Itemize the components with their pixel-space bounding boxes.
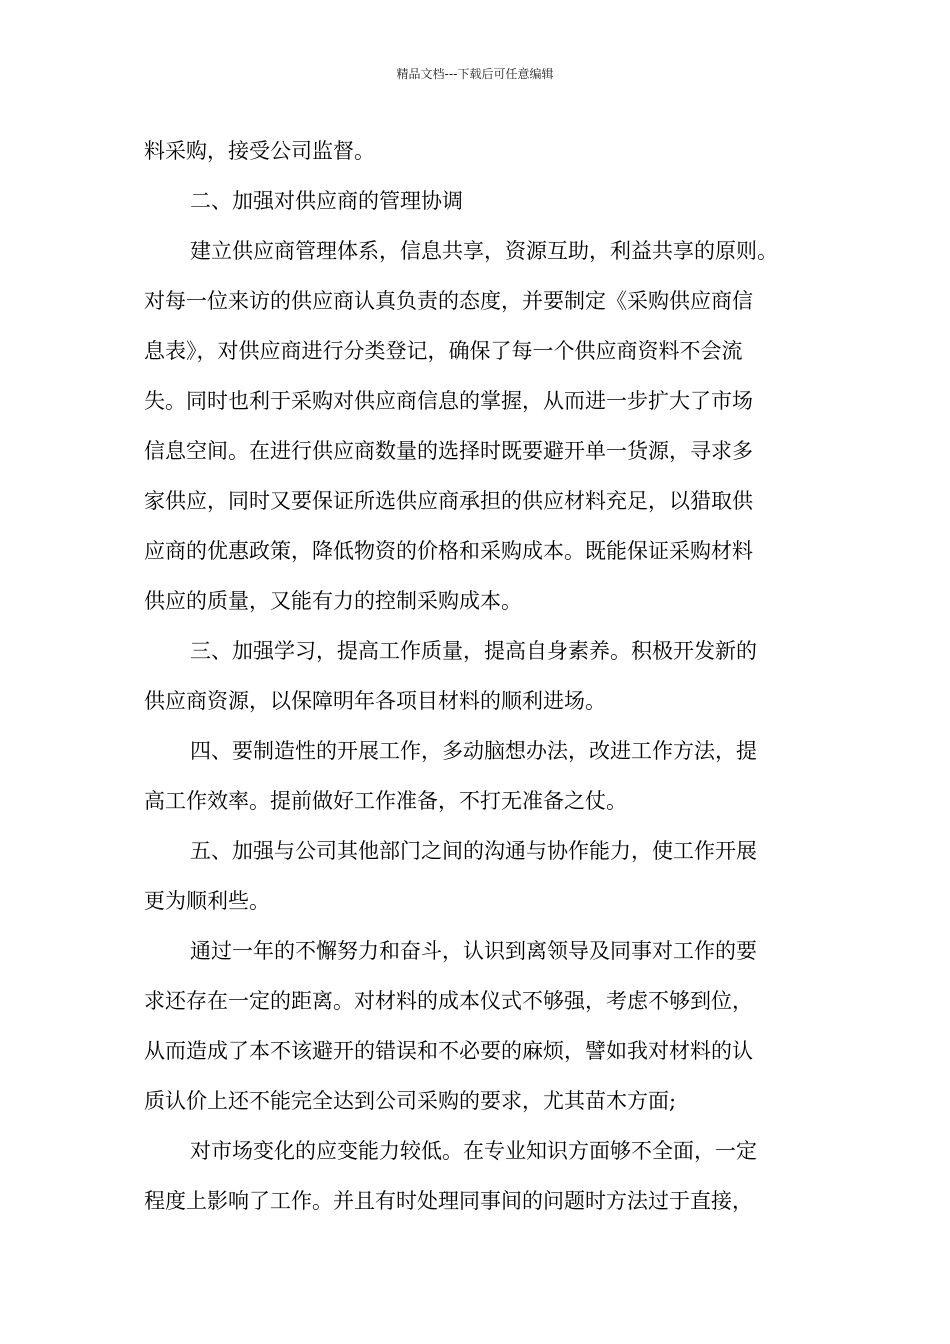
document-body [144, 126, 814, 1226]
text-line: 失。同时也利于采购对供应商信息的掌握，从而进一步扩大了市场 [144, 389, 753, 413]
text-line: 五、加强与公司其他部门之间的沟通与协作能力，使工作开展 [190, 839, 757, 863]
section-heading: 二、加强对供应商的管理协调 [190, 189, 463, 213]
text-line: 供应的质量，又能有力的控制采购成本。 [144, 589, 522, 613]
text-line: 应商的优惠政策，降低物资的价格和采购成本。既能保证采购材料 [144, 539, 753, 563]
text-line: 料采购，接受公司监督。 [144, 139, 375, 163]
text-line: 供应商资源，以保障明年各项目材料的顺利进场。 [144, 689, 606, 713]
text-line: 建立供应商管理体系，信息共享，资源互助，利益共享的原则。 [190, 239, 778, 263]
text-line: 通过一年的不懈努力和奋斗，认识到离领导及同事对工作的要 [190, 939, 757, 963]
text-line: 对每一位来访的供应商认真负责的态度，并要制定《采购供应商信 [144, 289, 753, 313]
text-line: 求还存在一定的距离。对材料的成本仪式不够强，考虑不够到位， [144, 989, 753, 1013]
text-line: 对市场变化的应变能力较低。在专业知识方面够不全面，一定 [190, 1139, 757, 1163]
text-line: 从而造成了本不该避开的错误和不必要的麻烦，譬如我对材料的认 [144, 1039, 753, 1063]
text-line: 程度上影响了工作。并且有时处理同事间的问题时方法过于直接， [144, 1189, 753, 1213]
text-line: 四、要制造性的开展工作，多动脑想办法，改进工作方法，提 [190, 739, 757, 763]
text-line: 家供应，同时又要保证所选供应商承担的供应材料充足，以猎取供 [144, 489, 753, 513]
text-line: 质认价上还不能完全达到公司采购的要求，尤其苗木方面; [144, 1089, 677, 1113]
text-line: 更为顺利些。 [144, 889, 270, 913]
text-line: 信息空间。在进行供应商数量的选择时既要避开单一货源，寻求多 [144, 439, 753, 463]
text-line: 高工作效率。提前做好工作准备，不打无准备之仗。 [144, 789, 627, 813]
page-header: 精品文档---下载后可任意编辑 [396, 67, 554, 81]
text-line: 三、加强学习，提高工作质量，提高自身素养。积极开发新的 [190, 639, 757, 663]
text-line: 息表》，对供应商进行分类登记，确保了每一个供应商资料不会流 [144, 339, 743, 363]
